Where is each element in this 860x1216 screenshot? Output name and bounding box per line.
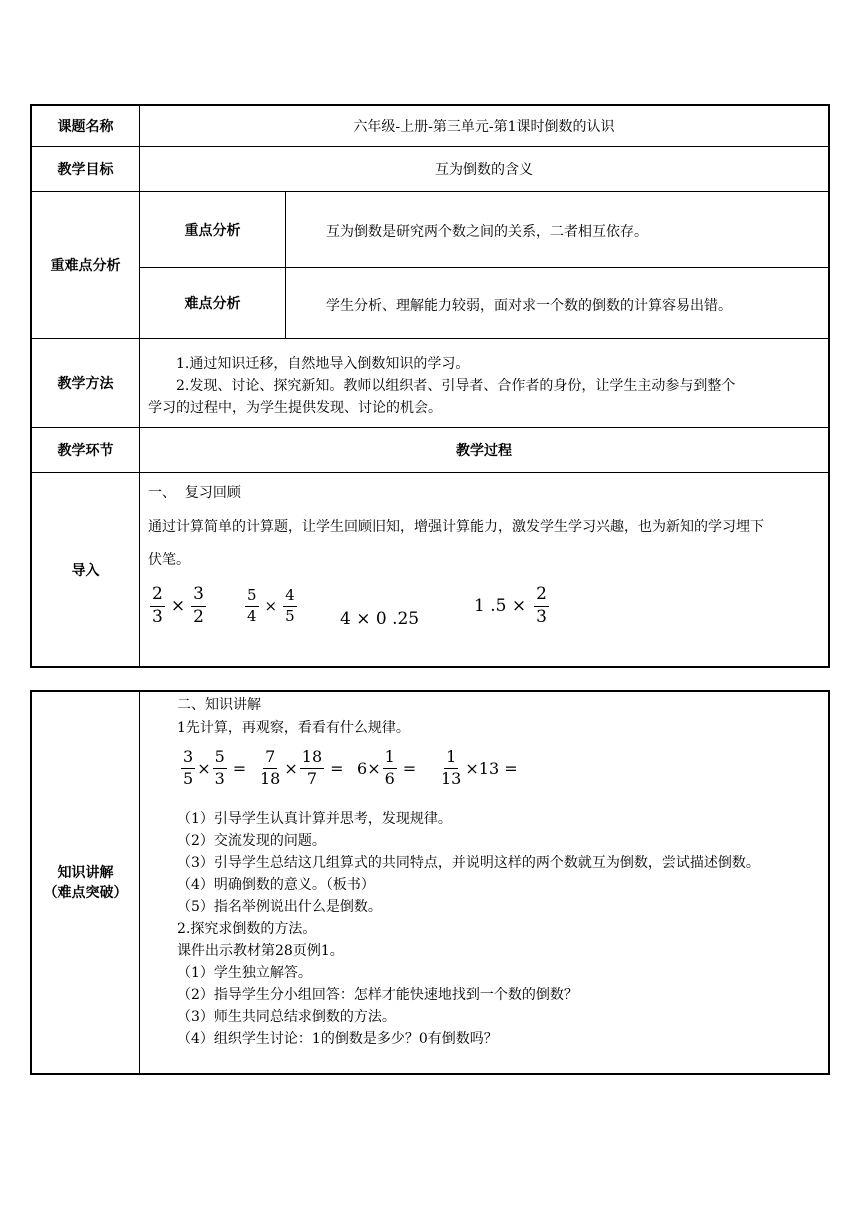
fraction: $\frac{18}{7}$ — [301, 747, 323, 788]
intro-expression-4: 1 .5 × $\frac{2}{3}$ — [474, 584, 547, 627]
difficulty-analysis-label: 难点分析 — [184, 296, 241, 312]
knowledge-step-11: （4）组织学生讨论：1的倒数是多少？0有倒数吗？ — [177, 1031, 498, 1047]
knowledge-step-4: （4）明确倒数的意义。（板书） — [177, 877, 375, 893]
method-line-1: 1.通过知识迁移，自然地导入倒数知识的学习。 — [176, 356, 470, 372]
fraction: $\frac{3}{2}$ — [193, 584, 204, 627]
knowledge-step-3: （3）引导学生总结这几组算式的共同特点，并说明这样的两个数就互为倒数，尝试描述倒数。 — [177, 855, 760, 871]
key-analysis-value: 互为倒数是研究两个数之间的关系，二者相互依存。 — [326, 224, 648, 240]
stage-label: 教学环节 — [57, 443, 114, 459]
knowledge-step-1: （1）引导学生认真计算并思考，发现规律。 — [177, 811, 452, 827]
knowledge-label-line-2: （难点突破） — [43, 884, 128, 901]
fraction: $\frac{1}{6}$ — [384, 747, 395, 788]
fraction: $\frac{1}{13}$ — [441, 747, 462, 788]
intro-expression-2: $\frac{5}{4}$ × $\frac{4}{5}$ — [247, 586, 295, 625]
knowledge-heading: 二、知识讲解 — [177, 697, 261, 713]
course-label: 课题名称 — [57, 119, 114, 135]
difficulty-analysis-value: 学生分析、理解能力较弱，面对求一个数的倒数的计算容易出错。 — [326, 298, 732, 314]
method-label: 教学方法 — [57, 376, 114, 392]
intro-expression-1: $\frac{2}{3}$ × $\frac{3}{2}$ — [152, 584, 204, 627]
knowledge-step-9: （2）指导学生分小组回答：怎样才能快速地找到一个数的倒数？ — [177, 987, 578, 1003]
fraction: $\frac{2}{3}$ — [152, 584, 163, 627]
knowledge-expression-1: $\frac{3}{5}$ × $\frac{5}{3}$ = — [183, 747, 247, 788]
analysis-label: 重难点分析 — [50, 258, 121, 274]
fraction: $\frac{3}{5}$ — [183, 747, 194, 788]
knowledge-label — [32, 692, 139, 1073]
knowledge-step-10: （3）师生共同总结求倒数的方法。 — [177, 1009, 396, 1025]
method-line-3: 学习的过程中，为学生提供发现、讨论的机会。 — [148, 400, 442, 416]
knowledge-expression-2: $\frac{7}{18}$ × $\frac{18}{7}$ = — [260, 747, 344, 788]
method-line-2: 2.发现、讨论、探究新知。教师以组织者、引导者、合作者的身份，让学生主动参与到整个 — [176, 378, 736, 394]
knowledge-label-line-1: 知识讲解 — [57, 864, 114, 881]
key-analysis-label: 重点分析 — [184, 222, 241, 239]
fraction: $\frac{5}{3}$ — [214, 747, 225, 788]
process-label: 教学过程 — [456, 443, 512, 459]
goal-value: 互为倒数的含义 — [435, 162, 533, 178]
intro-label: 导入 — [71, 562, 100, 579]
intro-heading: 一、 复习回顾 — [148, 485, 241, 501]
fraction: $\frac{7}{18}$ — [260, 747, 281, 788]
intro-expression-3: 4 × 0 .25 — [340, 609, 420, 629]
goal-label: 教学目标 — [57, 162, 114, 178]
knowledge-step-5: （5）指名举例说出什么是倒数。 — [177, 899, 382, 915]
knowledge-line-1: 1先计算，再观察，看看有什么规律。 — [177, 720, 410, 736]
course-value: 六年级-上册-第三单元-第1课时倒数的认识 — [353, 119, 615, 135]
fraction: $\frac{5}{4}$ — [247, 586, 257, 625]
knowledge-expression-4: $\frac{1}{13}$ ×13 = — [441, 747, 518, 788]
knowledge-step-8: （1）学生独立解答。 — [177, 965, 312, 981]
fraction: $\frac{4}{5}$ — [285, 586, 295, 625]
intro-text-line-1: 通过计算简单的计算题，让学生回顾旧知，增强计算能力，激发学生学习兴趣，也为新知的学习埋下 — [148, 519, 764, 535]
intro-text-line-2: 伏笔。 — [148, 552, 190, 568]
knowledge-expression-3: 6 × $\frac{1}{6}$ = — [357, 747, 417, 788]
knowledge-step-6: 2.探究求倒数的方法。 — [177, 921, 317, 937]
knowledge-step-2: （2）交流发现的问题。 — [177, 833, 326, 849]
fraction: $\frac{2}{3}$ — [536, 584, 547, 627]
knowledge-step-7: 课件出示教材第28页例1。 — [177, 943, 344, 959]
